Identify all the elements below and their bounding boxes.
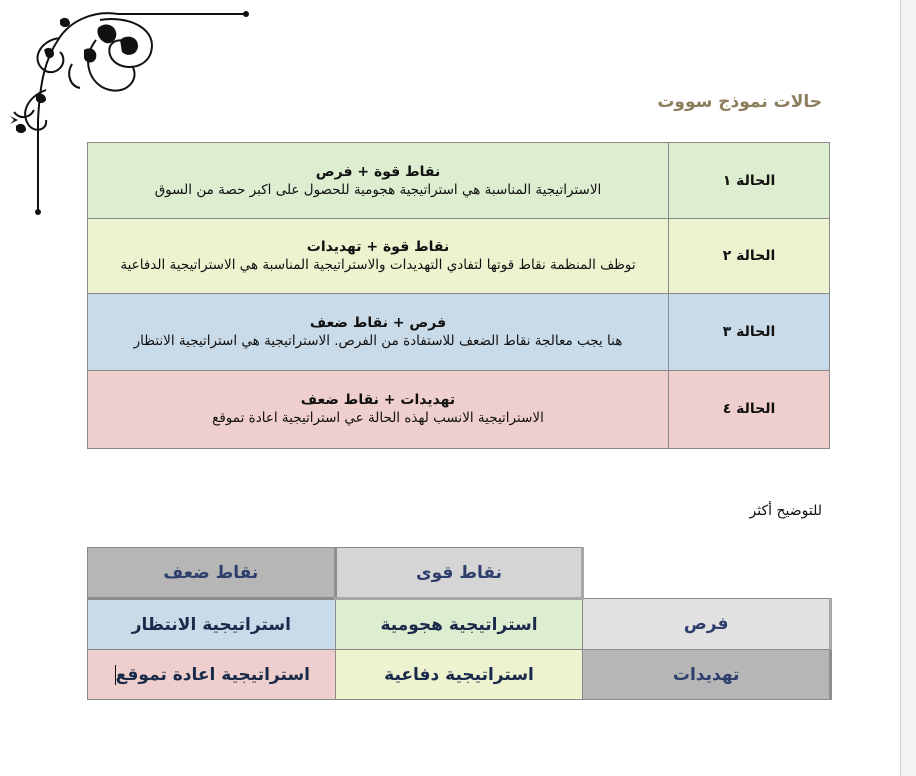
case-description [88,219,669,294]
case-heading: تهديدات + نقاط ضعف [300,392,456,409]
cell-offensive-strategy: استراتيجية هجومية [335,599,583,650]
case-heading: نقاط قوة + فرص [315,163,441,180]
window-right-edge [900,0,916,776]
page-title: حالات نموذج سووت [657,92,822,112]
case-label: الحالة ١ [669,143,830,219]
cell-waiting-strategy: استراتيجية الانتظار [88,599,336,650]
cell-defensive-strategy: استراتيجية دفاعية [335,650,583,700]
matrix-corner-cell [583,548,831,599]
swot-matrix-table [87,547,832,700]
column-header-strengths: نقاط قوى [335,548,583,599]
case-description [88,370,669,448]
case-description [88,143,669,219]
matrix-row-threats [88,650,831,700]
matrix-header-row [88,548,831,599]
case-heading: فرص + نقاط ضعف [309,315,447,332]
case-label: الحالة ٣ [669,294,830,370]
cell-repositioning-text: استراتيجية اعادة تموقع [115,664,310,685]
case-text: الاستراتيجية الانسب لهذه الحالة عي استراتيجية اعادة تموقع [212,410,544,427]
table-row [88,143,830,219]
case-text: هنا يجب معالجة نقاط الضعف للاستفادة من الفرص. الاستراتيجية هي استراتيجية الانتظار [133,333,623,350]
table-row [88,294,830,370]
case-label: الحالة ٤ [669,370,830,448]
case-heading: نقاط قوة + تهديدات [306,239,450,256]
clarification-note: للتوضيح أكثر [749,503,822,519]
row-header-opportunities: فرص [583,599,831,650]
table-row [88,219,830,294]
table-row [88,370,830,448]
cell-repositioning-strategy[interactable] [88,650,336,700]
column-header-weaknesses: نقاط ضعف [88,548,336,599]
case-text: توظف المنظمة نقاط قوتها لتفادي التهديدات والاستراتيجية المناسبة هي الاستراتيجية الدفاعية [120,257,636,274]
matrix-row-opportunities [88,599,831,650]
case-description [88,294,669,370]
case-label: الحالة ٢ [669,219,830,294]
row-header-threats: تهديدات [583,650,831,700]
case-text: الاستراتيجية المناسبة هي استراتيجية هجومية للحصول على اكبر حصة من السوق [154,181,602,198]
swot-cases-table [87,142,830,449]
